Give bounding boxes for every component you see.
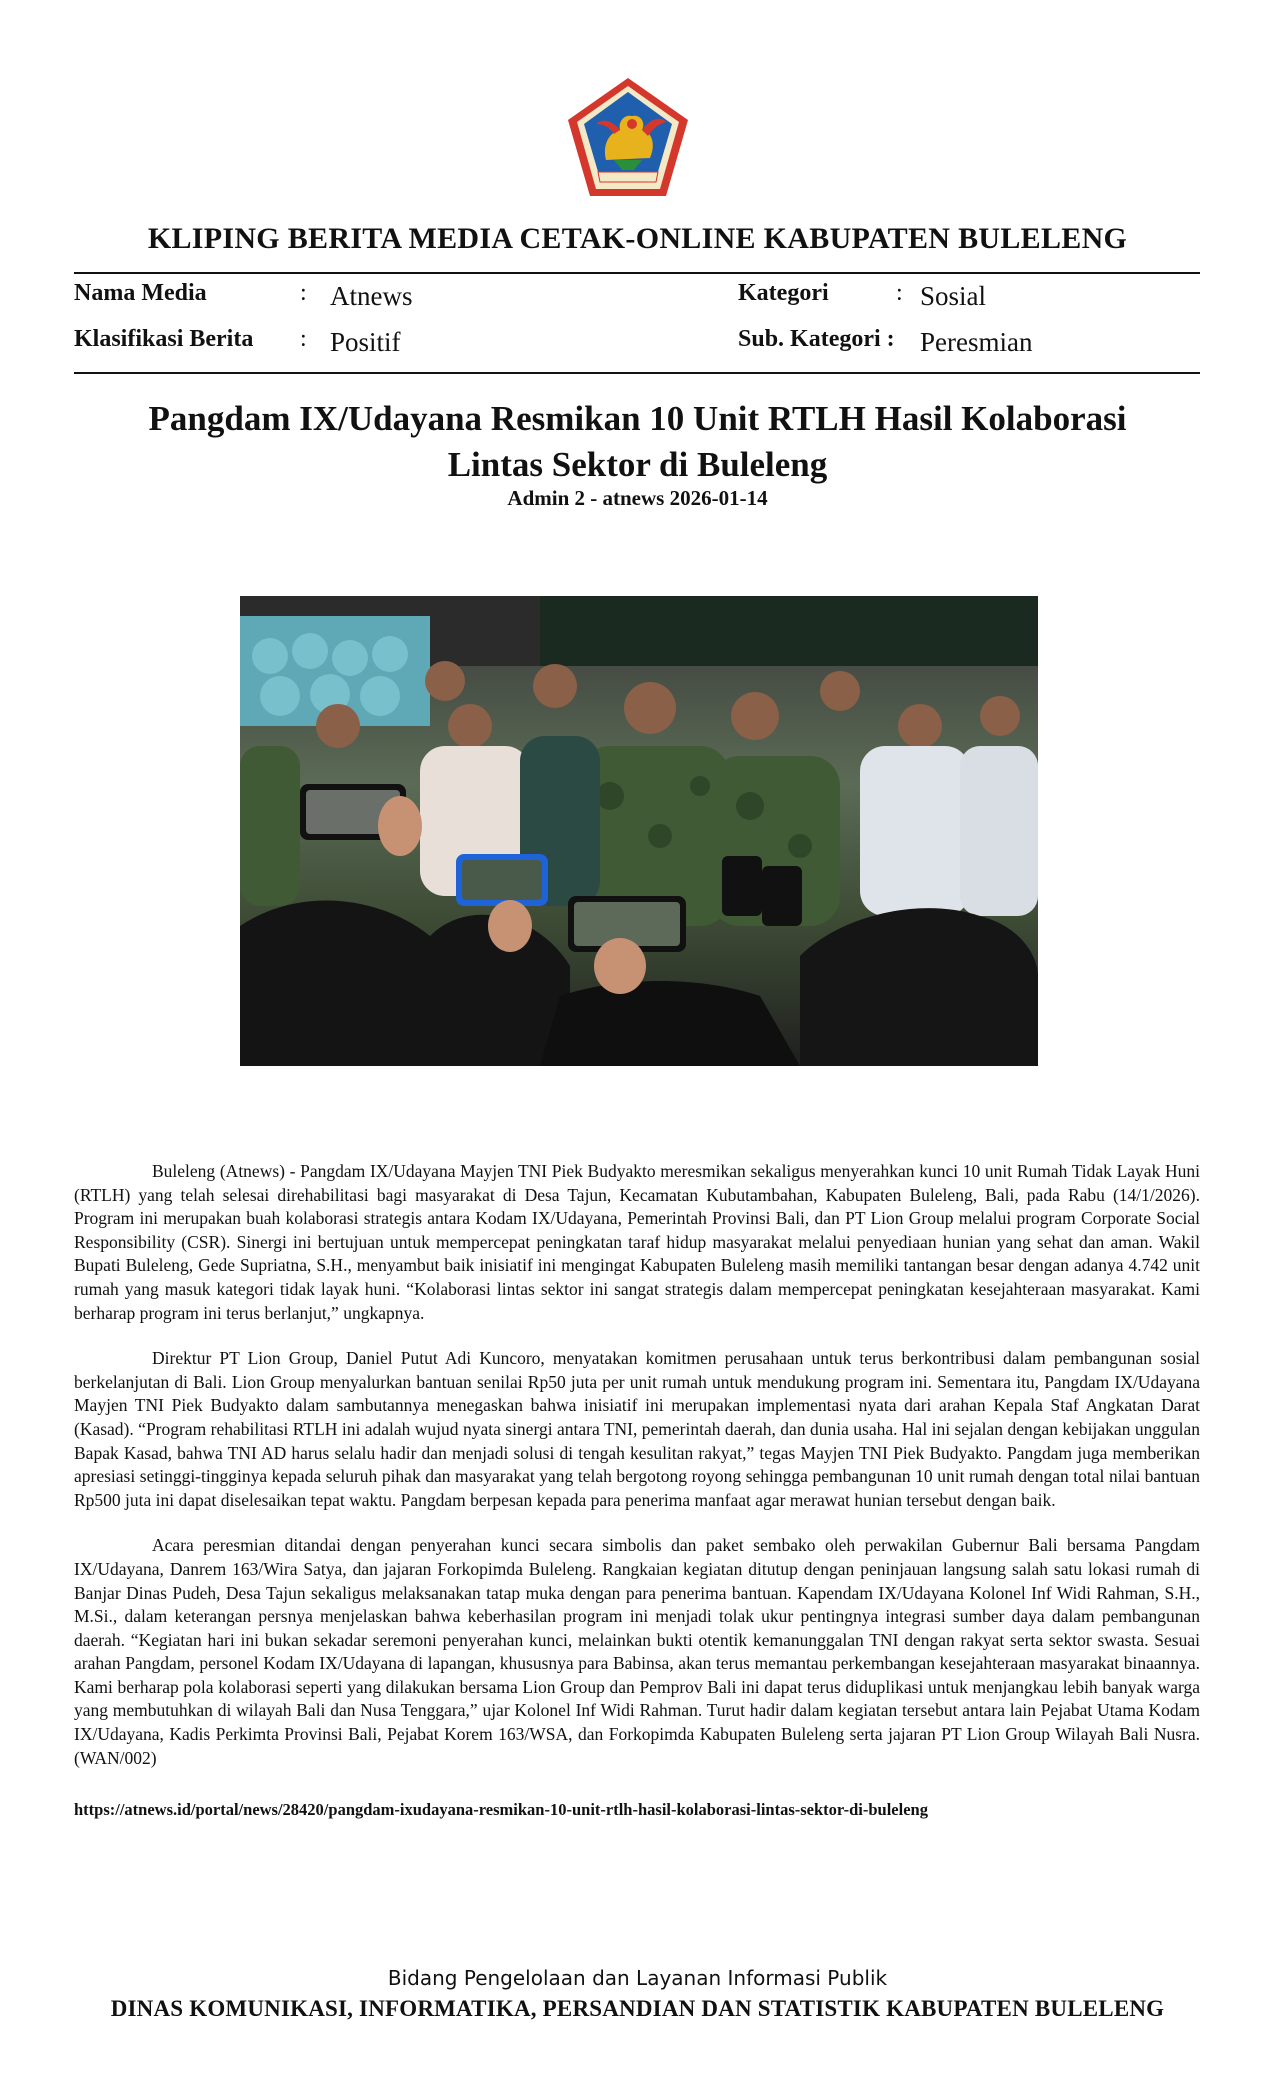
meta-row-media [74,280,1200,314]
media-colon: : [300,280,307,306]
header-top-rule [74,272,1200,274]
article-paragraph-1: Buleleng (Atnews) - Pangdam IX/Udayana Mayjen TNI Piek Budyakto meresmikan sekaligus menyerahkan kunci 10 unit Rumah Tidak Layak Huni (RTLH) yang telah selesai direhabilitasi bagi masyarakat di Desa Tajun, Kecamatan Kubutambahan, Kabupaten Buleleng, Bali, pada Rabu (14/1/2026). Program ini merupakan buah kolaborasi strategis antara Kodam IX/Udayana, Pemerintah Provinsi Bali, dan PT Lion Group melalui program Corporate Social Responsibility (CSR). Sinergi ini bertujuan untuk mempercepat peningkatan taraf hidup masyarakat melalui penyediaan hunian yang sehat dan aman. Wakil Bupati Buleleng, Gede Supriatna, S.H., menyambut baik inisiatif ini mengingat Kabupaten Buleleng masih memiliki tantangan besar dengan adanya 4.742 unit rumah yang masuk kategori tidak layak huni. “Kolaborasi lintas sektor ini sangat strategis dalam mempercepat peningkatan kesejahteraan masyarakat. Kami berharap program ini terus berlanjut,” ungkapnya. [74,1161,1200,1323]
media-value: Atnews [330,281,413,311]
source-link[interactable]: https://atnews.id/portal/news/28420/pangdam-ixudayana-resmikan-10-unit-rtlh-hasil-kolaborasi-lintas-sektor-di-buleleng [74,1800,928,1819]
article-headline [0,396,1275,488]
meta-row-classification [74,326,1200,360]
footer-agency: DINAS KOMUNIKASI, INFORMATIKA, PERSANDIAN DAN STATISTIK KABUPATEN BULELENG [110,1996,1165,2021]
classification-value: Positif [330,327,401,357]
article-byline: Admin 2 - atnews 2026-01-14 [507,486,768,510]
headline-line-2: Lintas Sektor di Buleleng [447,445,828,484]
classification-colon: : [300,326,307,352]
classification-label: Klasifikasi Berita [74,326,254,352]
press-conference-photo [240,596,1038,1066]
category-value: Sosial [920,281,987,311]
article-paragraph-2: Direktur PT Lion Group, Daniel Putut Adi Kuncoro, menyatakan komitmen perusahaan untuk terus berkontribusi dalam pembangunan sosial berkelanjutan di Bali. Lion Group menyalurkan bantuan senilai Rp50 juta per unit rumah untuk mendukung program ini. Sementara itu, Pangdam IX/Udayana Mayjen TNI Piek Budyakto dalam sambutannya menegaskan bahwa inisiatif ini merupakan implementasi nyata dari arahan Kepala Staf Angkatan Darat (Kasad). “Program rehabilitasi RTLH ini adalah wujud nyata sinergi antara TNI, pemerintah daerah, dan dunia usaha. Hal ini sejalan dengan kebijakan unggulan Bapak Kasad, bahwa TNI AD harus selalu hadir dan menjadi solusi di tengah kesulitan rakyat,” tegas Mayjen TNI Piek Budyakto. Pangdam juga memberikan apresiasi setinggi-tingginya kepada seluruh pihak dan masyarakat yang telah bergotong royong sehingga pembangunan 10 unit rumah dengan total nilai bantuan Rp500 juta ini dapat diselesaikan tepat waktu. Pangdam berpesan kepada para penerima manfaat agar merawat hunian tersebut dengan baik. [74,1348,1200,1510]
subcategory-label: Sub. Kategori : [738,326,895,352]
subcategory-value: Peresmian [920,327,1033,357]
article-body [74,1160,1200,1792]
article-paragraph-3: Acara peresmian ditandai dengan penyerahan kunci secara simbolis dan paket sembako oleh perwakilan Gubernur Bali bersama Pangdam IX/Udayana, Danrem 163/Wira Satya, dan jajaran Forkopimda Buleleng. Rangkaian kegiatan ditutup dengan peninjauan langsung salah satu lokasi rumah di Banjar Dinas Pudeh, Desa Tajun sekaligus melaksanakan tatap muka dengan para penerima bantuan. Kapendam IX/Udayana Kolonel Inf Widi Rahman, S.H., M.Si., dalam keterangan persnya menjelaskan bahwa keberhasilan program ini menjadi tolak ukur pentingnya integrasi sumber daya dalam pembangunan daerah. “Kegiatan hari ini bukan sekadar seremoni penyerahan kunci, melainkan bukti otentik kemanunggalan TNI dengan rakyat serta sektor swasta. Sesuai arahan Pangdam, personel Kodam IX/Udayana di lapangan, khususnya para Babinsa, akan terus memantau perkembangan kesejahteraan masyarakat binaannya. Kami berharap pola kolaborasi seperti yang dilakukan bersama Lion Group dan Pemprov Bali ini dapat terus diduplikasi untuk menjangkau lebih banyak warga yang membutuhkan di wilayah Bali dan Nusa Tenggara,” ujar Kolonel Inf Widi Rahman. Turut hadir dalam kegiatan tersebut antara lain Pejabat Utama Kodam IX/Udayana, Kadis Perkimta Provinsi Bali, Pejabat Korem 163/WSA, dan Forkopimda Kabupaten Buleleng serta jajaran PT Lion Group Wilayah Bali Nusra. (WAN/002) [74,1535,1200,1768]
header-bottom-rule [74,372,1200,374]
category-colon: : [896,280,903,306]
headline-line-1: Pangdam IX/Udayana Resmikan 10 Unit RTLH Hasil Kolaborasi [148,399,1127,438]
footer-department: Bidang Pengelolaan dan Layanan Informasi Publik [387,1966,888,1990]
category-label: Kategori [738,280,829,306]
buleleng-regency-crest-icon [562,74,694,200]
document-heading: KLIPING BERITA MEDIA CETAK-ONLINE KABUPATEN BULELENG [147,222,1128,255]
media-label: Nama Media [74,280,207,306]
